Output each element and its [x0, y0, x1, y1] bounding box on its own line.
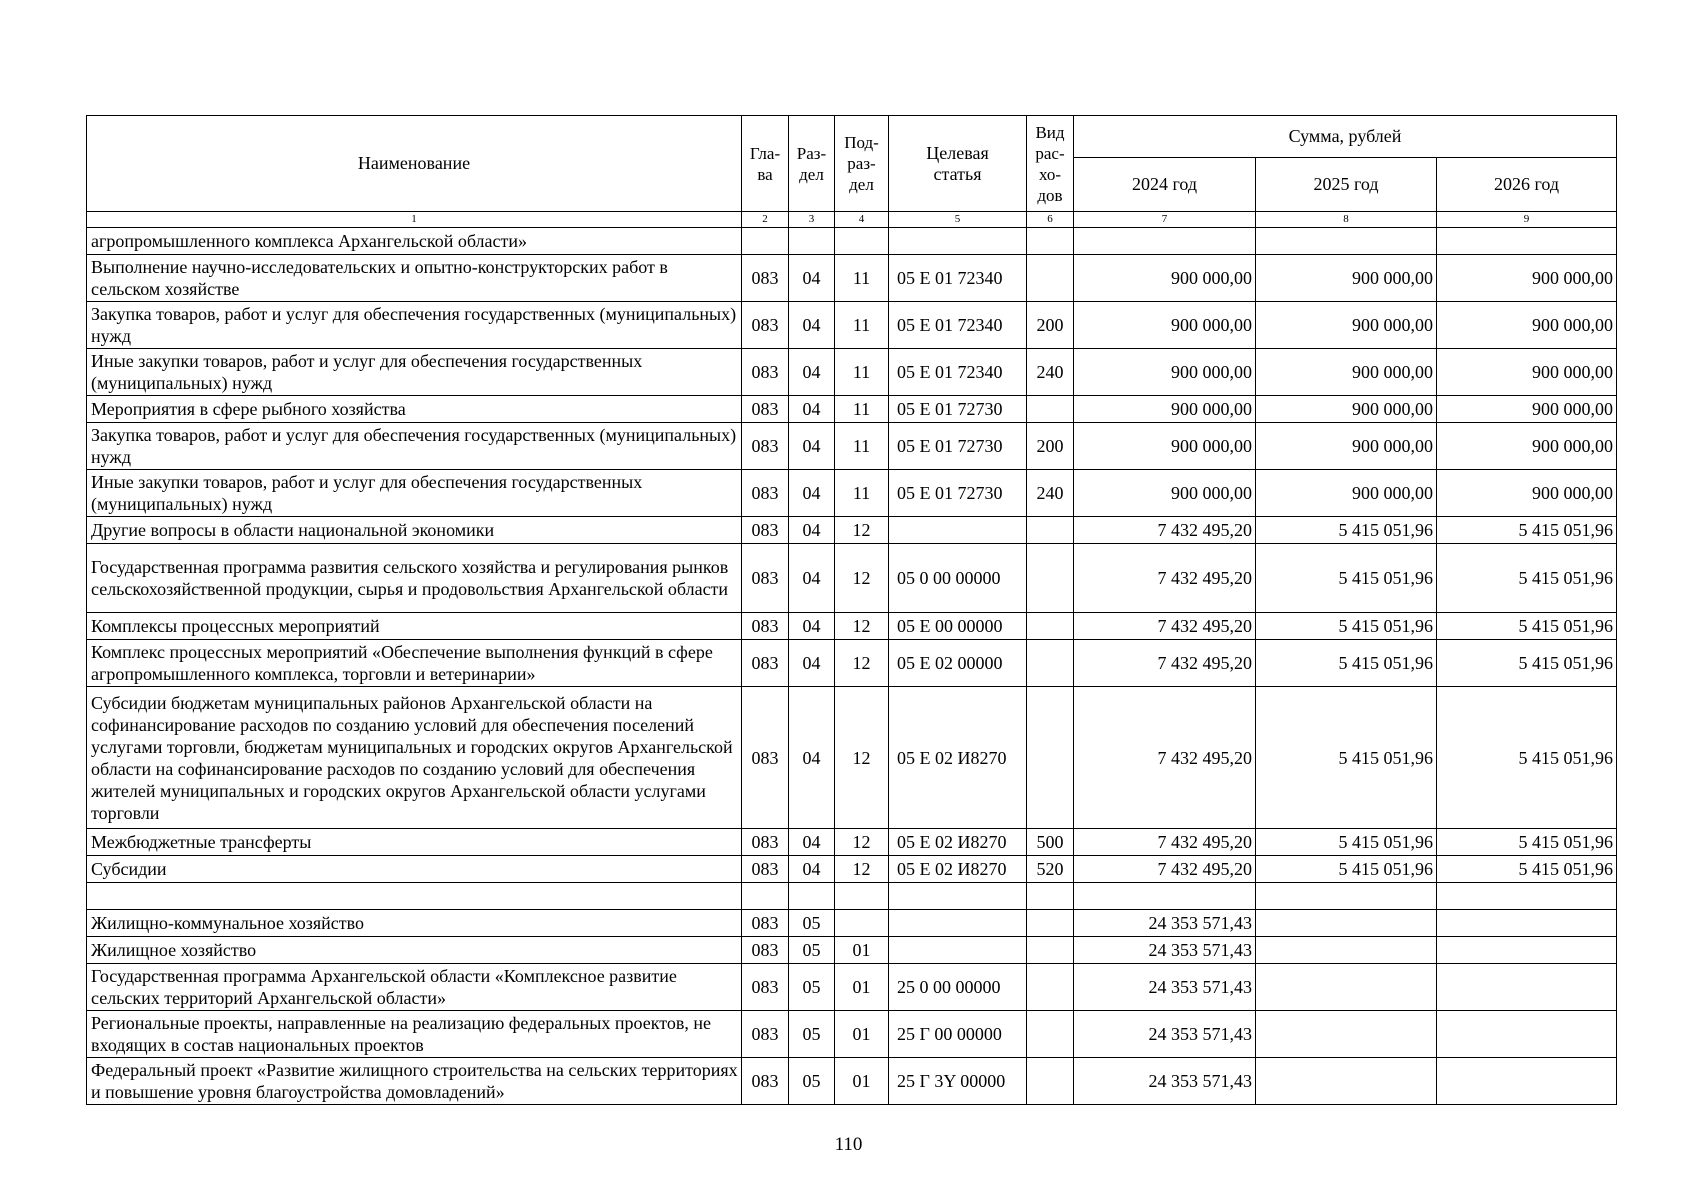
row-name: Государственная программа развития сельского хозяйства и регулирования рынков сельскохозяйственной продукции, сырья и продовольствия Архангельской области	[87, 544, 742, 613]
row-razdel: 05	[789, 910, 835, 937]
row-amount-2024: 7 432 495,20	[1074, 544, 1256, 613]
row-name: Другие вопросы в области национальной экономики	[87, 517, 742, 544]
table-row	[87, 517, 1617, 544]
row-podrazdel: 12	[835, 829, 889, 856]
row-amount-2025	[1256, 964, 1437, 1011]
row-amount-2024: 900 000,00	[1074, 302, 1256, 349]
table-row	[87, 255, 1617, 302]
table-row	[87, 423, 1617, 470]
row-amount-2026	[1437, 964, 1617, 1011]
row-amount-2024: 7 432 495,20	[1074, 613, 1256, 640]
row-target: 05 Е 00 00000	[889, 613, 1027, 640]
row-amount-2025: 5 415 051,96	[1256, 544, 1437, 613]
row-amount-2024: 7 432 495,20	[1074, 829, 1256, 856]
column-number: 9	[1437, 212, 1617, 228]
column-number: 6	[1027, 212, 1074, 228]
table-row	[87, 349, 1617, 396]
row-target: 05 Е 01 72730	[889, 423, 1027, 470]
row-glava	[742, 228, 789, 255]
row-razdel: 04	[789, 613, 835, 640]
table-row	[87, 1011, 1617, 1058]
column-number: 3	[789, 212, 835, 228]
row-podrazdel: 12	[835, 613, 889, 640]
row-amount-2026: 900 000,00	[1437, 349, 1617, 396]
row-vid	[1027, 255, 1074, 302]
row-razdel: 05	[789, 937, 835, 964]
row-podrazdel	[835, 883, 889, 910]
row-amount-2024: 900 000,00	[1074, 470, 1256, 517]
row-amount-2024: 24 353 571,43	[1074, 964, 1256, 1011]
row-vid	[1027, 517, 1074, 544]
row-target: 05 Е 02 00000	[889, 640, 1027, 687]
column-number: 5	[889, 212, 1027, 228]
row-amount-2025	[1256, 1011, 1437, 1058]
header-podrazdel: Под- раз- дел	[835, 116, 889, 212]
row-amount-2025: 5 415 051,96	[1256, 517, 1437, 544]
row-vid	[1027, 544, 1074, 613]
row-podrazdel: 01	[835, 964, 889, 1011]
row-target	[889, 517, 1027, 544]
row-amount-2024: 24 353 571,43	[1074, 1011, 1256, 1058]
row-vid	[1027, 937, 1074, 964]
row-vid	[1027, 883, 1074, 910]
row-amount-2024: 900 000,00	[1074, 423, 1256, 470]
row-podrazdel: 12	[835, 544, 889, 613]
table-row	[87, 470, 1617, 517]
row-name: Межбюджетные трансферты	[87, 829, 742, 856]
table-row	[87, 910, 1617, 937]
row-glava: 083	[742, 302, 789, 349]
row-podrazdel: 01	[835, 1058, 889, 1105]
row-razdel: 04	[789, 517, 835, 544]
row-target: 05 Е 01 72340	[889, 349, 1027, 396]
row-podrazdel: 01	[835, 937, 889, 964]
table-body	[87, 228, 1617, 1105]
row-amount-2026	[1437, 1011, 1617, 1058]
row-name: Закупка товаров, работ и услуг для обеспечения государственных (муниципальных) нужд	[87, 302, 742, 349]
header-name: Наименование	[87, 116, 742, 212]
row-podrazdel: 11	[835, 349, 889, 396]
row-podrazdel	[835, 910, 889, 937]
row-vid: 500	[1027, 829, 1074, 856]
header-vid: Вид рас- хо- дов	[1027, 116, 1074, 212]
row-name: Жилищно-коммунальное хозяйство	[87, 910, 742, 937]
row-name: Мероприятия в сфере рыбного хозяйства	[87, 396, 742, 423]
row-amount-2026: 900 000,00	[1437, 302, 1617, 349]
row-name: Выполнение научно-исследовательских и опытно-конструкторских работ в сельском хозяйстве	[87, 255, 742, 302]
row-name: Региональные проекты, направленные на реализацию федеральных проектов, не входящих в состав национальных проектов	[87, 1011, 742, 1058]
row-amount-2024	[1074, 883, 1256, 910]
table-row	[87, 883, 1617, 910]
row-podrazdel: 11	[835, 396, 889, 423]
row-amount-2025: 900 000,00	[1256, 302, 1437, 349]
table-row	[87, 302, 1617, 349]
row-target: 05 0 00 00000	[889, 544, 1027, 613]
table-row	[87, 964, 1617, 1011]
row-podrazdel: 11	[835, 255, 889, 302]
header-2026: 2026 год	[1437, 158, 1617, 212]
row-amount-2024: 900 000,00	[1074, 255, 1256, 302]
row-amount-2026: 5 415 051,96	[1437, 640, 1617, 687]
row-razdel	[789, 228, 835, 255]
row-amount-2024: 7 432 495,20	[1074, 640, 1256, 687]
row-vid	[1027, 396, 1074, 423]
row-vid	[1027, 613, 1074, 640]
row-glava: 083	[742, 910, 789, 937]
row-amount-2024: 24 353 571,43	[1074, 1058, 1256, 1105]
row-amount-2026: 5 415 051,96	[1437, 517, 1617, 544]
row-podrazdel: 12	[835, 640, 889, 687]
row-target	[889, 228, 1027, 255]
row-podrazdel: 12	[835, 687, 889, 829]
row-podrazdel: 11	[835, 423, 889, 470]
row-amount-2026	[1437, 1058, 1617, 1105]
row-podrazdel: 01	[835, 1011, 889, 1058]
row-amount-2024: 7 432 495,20	[1074, 687, 1256, 829]
row-razdel: 04	[789, 349, 835, 396]
row-name: Иные закупки товаров, работ и услуг для обеспечения государственных (муниципальных) нужд	[87, 470, 742, 517]
row-amount-2024: 7 432 495,20	[1074, 517, 1256, 544]
table-row	[87, 640, 1617, 687]
row-amount-2026: 5 415 051,96	[1437, 687, 1617, 829]
row-amount-2025	[1256, 910, 1437, 937]
table-row	[87, 856, 1617, 883]
header-razdel: Раз- дел	[789, 116, 835, 212]
row-target: 05 Е 02 И8270	[889, 856, 1027, 883]
row-target: 25 0 00 00000	[889, 964, 1027, 1011]
row-vid	[1027, 910, 1074, 937]
row-name: Иные закупки товаров, работ и услуг для обеспечения государственных (муниципальных) нужд	[87, 349, 742, 396]
table-row	[87, 687, 1617, 829]
row-glava: 083	[742, 396, 789, 423]
row-amount-2025: 900 000,00	[1256, 349, 1437, 396]
column-number: 2	[742, 212, 789, 228]
table-row	[87, 544, 1617, 613]
row-target	[889, 937, 1027, 964]
row-amount-2026: 5 415 051,96	[1437, 829, 1617, 856]
row-amount-2026: 900 000,00	[1437, 423, 1617, 470]
row-glava: 083	[742, 1058, 789, 1105]
row-podrazdel	[835, 228, 889, 255]
row-amount-2025	[1256, 937, 1437, 964]
row-vid: 240	[1027, 470, 1074, 517]
row-vid: 520	[1027, 856, 1074, 883]
row-target: 05 Е 02 И8270	[889, 687, 1027, 829]
row-razdel: 04	[789, 396, 835, 423]
row-podrazdel: 11	[835, 302, 889, 349]
row-amount-2025	[1256, 883, 1437, 910]
row-razdel	[789, 883, 835, 910]
row-amount-2024: 24 353 571,43	[1074, 937, 1256, 964]
row-amount-2026	[1437, 228, 1617, 255]
row-vid: 200	[1027, 302, 1074, 349]
row-amount-2026	[1437, 883, 1617, 910]
table-row	[87, 396, 1617, 423]
row-amount-2025: 900 000,00	[1256, 470, 1437, 517]
row-glava: 083	[742, 613, 789, 640]
row-amount-2025: 5 415 051,96	[1256, 856, 1437, 883]
row-razdel: 05	[789, 964, 835, 1011]
row-target: 05 Е 01 72340	[889, 302, 1027, 349]
row-name: Федеральный проект «Развитие жилищного строительства на сельских территориях и повышение уровня благоустройства домовладений»	[87, 1058, 742, 1105]
header-glava: Гла- ва	[742, 116, 789, 212]
row-name: Государственная программа Архангельской области «Комплексное развитие сельских территорий Архангельской области»	[87, 964, 742, 1011]
row-amount-2024	[1074, 228, 1256, 255]
table-row	[87, 829, 1617, 856]
header-2024: 2024 год	[1074, 158, 1256, 212]
row-vid	[1027, 1011, 1074, 1058]
row-amount-2025: 900 000,00	[1256, 255, 1437, 302]
row-glava: 083	[742, 640, 789, 687]
row-amount-2026: 5 415 051,96	[1437, 613, 1617, 640]
row-razdel: 04	[789, 470, 835, 517]
row-vid	[1027, 640, 1074, 687]
row-amount-2024: 900 000,00	[1074, 349, 1256, 396]
table-row	[87, 1058, 1617, 1105]
row-amount-2025	[1256, 1058, 1437, 1105]
row-glava: 083	[742, 1011, 789, 1058]
row-amount-2025: 5 415 051,96	[1256, 829, 1437, 856]
row-target: 05 Е 01 72730	[889, 470, 1027, 517]
row-amount-2026: 5 415 051,96	[1437, 856, 1617, 883]
column-number: 4	[835, 212, 889, 228]
row-glava: 083	[742, 349, 789, 396]
row-target: 05 Е 02 И8270	[889, 829, 1027, 856]
row-vid	[1027, 687, 1074, 829]
row-glava: 083	[742, 829, 789, 856]
row-razdel: 04	[789, 423, 835, 470]
row-target: 25 Г 3Y 00000	[889, 1058, 1027, 1105]
row-razdel: 04	[789, 640, 835, 687]
header-2025: 2025 год	[1256, 158, 1437, 212]
row-target: 05 Е 01 72340	[889, 255, 1027, 302]
row-vid	[1027, 1058, 1074, 1105]
row-target: 05 Е 01 72730	[889, 396, 1027, 423]
row-podrazdel: 12	[835, 517, 889, 544]
row-name: Комплекс процессных мероприятий «Обеспечение выполнения функций в сфере агропромышленного комплекса, торговли и ветеринарии»	[87, 640, 742, 687]
budget-table	[86, 115, 1617, 1105]
row-name: Субсидии бюджетам муниципальных районов Архангельской области на софинансирование расходов по созданию условий для обеспечения поселений услугами торговли, бюджетам муниципальных и городских округов Архангельской области на софинансирование расходов по созданию условий для обеспечения жителей муниципальных и городских округов Архангельской области услугами торговли	[87, 687, 742, 829]
row-target: 25 Г 00 00000	[889, 1011, 1027, 1058]
column-number-row	[87, 212, 1617, 228]
row-amount-2024: 24 353 571,43	[1074, 910, 1256, 937]
row-amount-2025: 900 000,00	[1256, 423, 1437, 470]
row-glava: 083	[742, 544, 789, 613]
row-razdel: 04	[789, 856, 835, 883]
row-name: Жилищное хозяйство	[87, 937, 742, 964]
row-target	[889, 883, 1027, 910]
row-amount-2026: 900 000,00	[1437, 255, 1617, 302]
row-glava: 083	[742, 937, 789, 964]
row-glava: 083	[742, 470, 789, 517]
row-razdel: 04	[789, 544, 835, 613]
page-number: 110	[834, 1134, 863, 1155]
row-target	[889, 910, 1027, 937]
row-amount-2026: 900 000,00	[1437, 470, 1617, 517]
row-amount-2025: 5 415 051,96	[1256, 613, 1437, 640]
row-podrazdel: 11	[835, 470, 889, 517]
row-razdel: 05	[789, 1011, 835, 1058]
table-header	[87, 116, 1617, 228]
header-sum: Сумма, рублей	[1074, 116, 1617, 158]
row-amount-2026	[1437, 910, 1617, 937]
row-amount-2025: 5 415 051,96	[1256, 687, 1437, 829]
row-razdel: 04	[789, 829, 835, 856]
row-vid	[1027, 964, 1074, 1011]
row-podrazdel: 12	[835, 856, 889, 883]
row-amount-2026	[1437, 937, 1617, 964]
row-name: агропромышленного комплекса Архангельской области»	[87, 228, 742, 255]
row-vid: 200	[1027, 423, 1074, 470]
row-glava	[742, 883, 789, 910]
row-razdel: 05	[789, 1058, 835, 1105]
table-row	[87, 228, 1617, 255]
row-glava: 083	[742, 964, 789, 1011]
table-row	[87, 937, 1617, 964]
row-amount-2025	[1256, 228, 1437, 255]
column-number: 7	[1074, 212, 1256, 228]
table-row	[87, 613, 1617, 640]
row-amount-2025: 5 415 051,96	[1256, 640, 1437, 687]
row-amount-2026: 5 415 051,96	[1437, 544, 1617, 613]
row-amount-2024: 900 000,00	[1074, 396, 1256, 423]
row-razdel: 04	[789, 255, 835, 302]
header-target: Целевая статья	[889, 116, 1027, 212]
row-amount-2025: 900 000,00	[1256, 396, 1437, 423]
row-razdel: 04	[789, 687, 835, 829]
row-glava: 083	[742, 687, 789, 829]
column-number: 1	[87, 212, 742, 228]
column-number: 8	[1256, 212, 1437, 228]
row-name	[87, 883, 742, 910]
row-amount-2026: 900 000,00	[1437, 396, 1617, 423]
row-vid: 240	[1027, 349, 1074, 396]
row-glava: 083	[742, 856, 789, 883]
row-razdel: 04	[789, 302, 835, 349]
row-glava: 083	[742, 255, 789, 302]
row-name: Субсидии	[87, 856, 742, 883]
row-amount-2024: 7 432 495,20	[1074, 856, 1256, 883]
row-name: Комплексы процессных мероприятий	[87, 613, 742, 640]
row-glava: 083	[742, 423, 789, 470]
row-name: Закупка товаров, работ и услуг для обеспечения государственных (муниципальных) нужд	[87, 423, 742, 470]
row-glava: 083	[742, 517, 789, 544]
row-vid	[1027, 228, 1074, 255]
